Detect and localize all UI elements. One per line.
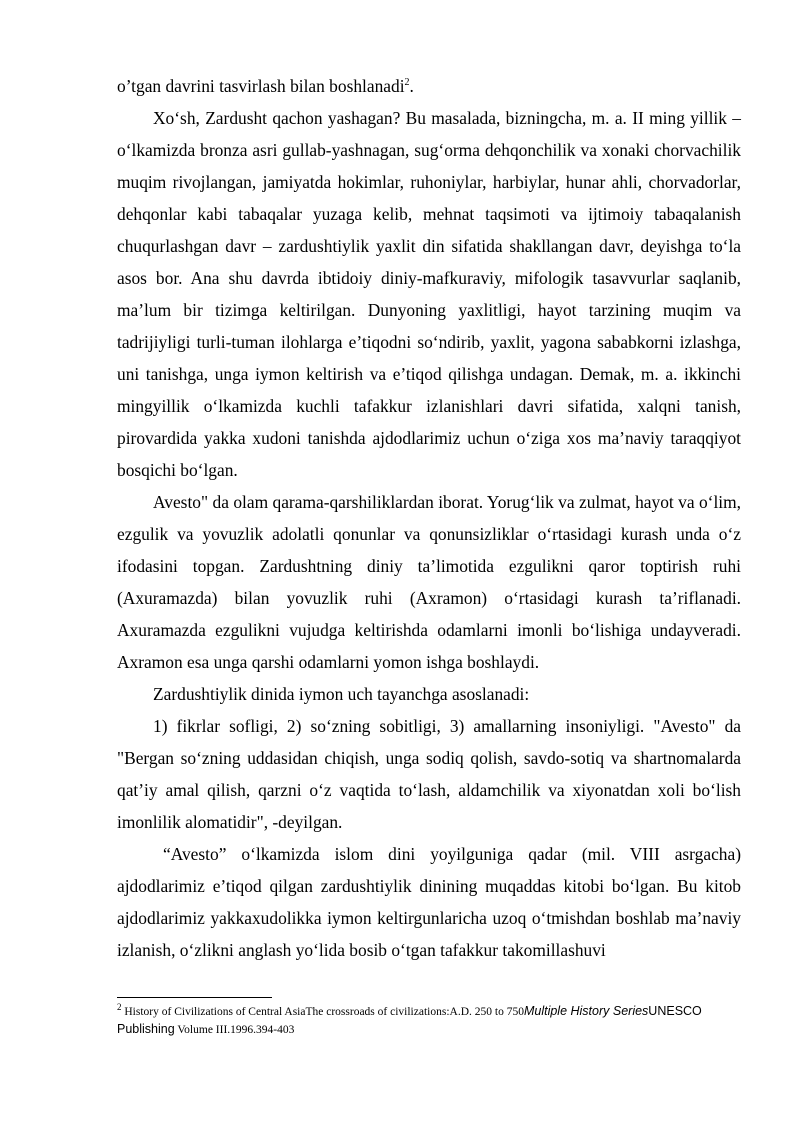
body-text (117, 70, 741, 966)
footnote-separator (117, 997, 272, 998)
footnote-series: Multiple History Series (523, 1004, 649, 1018)
paragraph-avesto-book: “Avesto” o‘lkamizda islom dini yoyilguniga qadar (mil. VIII asrgacha) ajdodlarimiz e’tiqod qilgan zardushtiylik dinining muqaddas kitobi bo‘lgan. Bu kitob ajdodlarimiz yakkaxudolikka iymon keltirgunlaricha uzoq o‘tmishdan boshlab ma’naviy izlanish, o‘zlikni anglash yo‘lida bosib o‘tgan tafakkur takomillashuvi (117, 844, 741, 960)
paragraph-avesto-opposites: Avesto" da olam qarama-qarshiliklardan iborat. Yorug‘lik va zulmat, hayot va o‘lim, ezgulik va yovuzlik adolatli qonunlar va qonunsizliklar o‘rtasidagi kurash unda o‘z ifodasini topgan. Zardushtning diniy ta’limotida ezgulikni qaror toptirish ruhi (Axuramazda) bilan yovuzlik ruhi (Axramon) o‘rtasidagi kurash ta’riflanadi. Axuramazda ezgulikni vujudga keltirishda odamlarni imonli bo‘lishiga undayveradi. Axramon esa unga qarshi odamlarni yomon ishga boshlaydi. (117, 492, 741, 672)
paragraph-text: o’tgan davrini tasvirlash bilan boshlanadi (117, 76, 405, 96)
paragraph-continuation (117, 70, 741, 102)
paragraph-three-pillars-intro: Zardushtiylik dinida iymon uch tayanchga asoslanadi: (153, 684, 530, 704)
footnote-publisher: UNESCO (648, 1004, 702, 1018)
footnote-volume: Volume III.1996.394-403 (174, 1024, 295, 1036)
paragraph-three-pillars: 1) fikrlar sofligi, 2) so‘zning sobitligi, 3) amallarning insoniyligi. "Avesto" da "Bergan so‘zning uddasidan chiqish, unga sodiq qolish, savdo-sotiq va shartnomalarda qat’iy amal qilish, qarzni o‘z vaqtida to‘lash, aldamchilik va xiyonatdan xoli bo‘lish imonlilik alomatidir", -deyilgan. (117, 716, 741, 832)
footnote-source-subtitle: The crossroads of civilizations:A.D. 250 to 750 (305, 1006, 524, 1018)
paragraph-zardusht-date: Xo‘sh, Zardusht qachon yashagan? Bu masalada, bizningcha, m. a. II ming yillik – o‘lkamizda bronza asri gullab-yashnagan, sug‘orma dehqonchilik va xonaki chorvachilik muqim rivojlangan, jamiyatda hokimlar, ruhoniylar, harbiylar, hunar ahli, chorvadorlar, dehqonlar kabi tabaqalar yuzaga kelib, mehnat taqsimoti va ijtimoiy tabaqalanish chuqurlashgan davr – zardushtiylik yaxlit din sifatida shakllangan davr, deyishga to‘la asos bor. Ana shu davrda ibtidoiy diniy-mafkuraviy, mifologik tasavvurlar saqlanib, ma’lum bir tizimga keltirilgan. Dunyoning yaxlitligi, hayot tarzining muqim va tadrijiyligi turli-tuman ilohlarga e’tiqodni so‘ndirib, yaxlit, yagona sababkorni izlashga, uni tanishga, unga iymon keltirish va e’tiqod qilishga undagan. Demak, m. a. ikkinchi mingyillik o‘lkamizda kuchli tafakkur izlanishlari davri sifatida, xalqni tanish, pirovardida yakka xudoni tanishda ajdodlarimiz uchun o‘ziga xos ma’naviy taraqqiyot bosqichi bo‘lgan. (117, 108, 741, 480)
sentence-end: . (409, 76, 414, 96)
footnote-publishing: Publishing (117, 1022, 175, 1036)
footnote (117, 1003, 747, 1039)
footnote-reference[interactable]: 2 (404, 77, 410, 89)
footnote-number: 2 (117, 1002, 122, 1013)
footnote-source-title: History of Civilizations of Central Asia (124, 1006, 306, 1018)
